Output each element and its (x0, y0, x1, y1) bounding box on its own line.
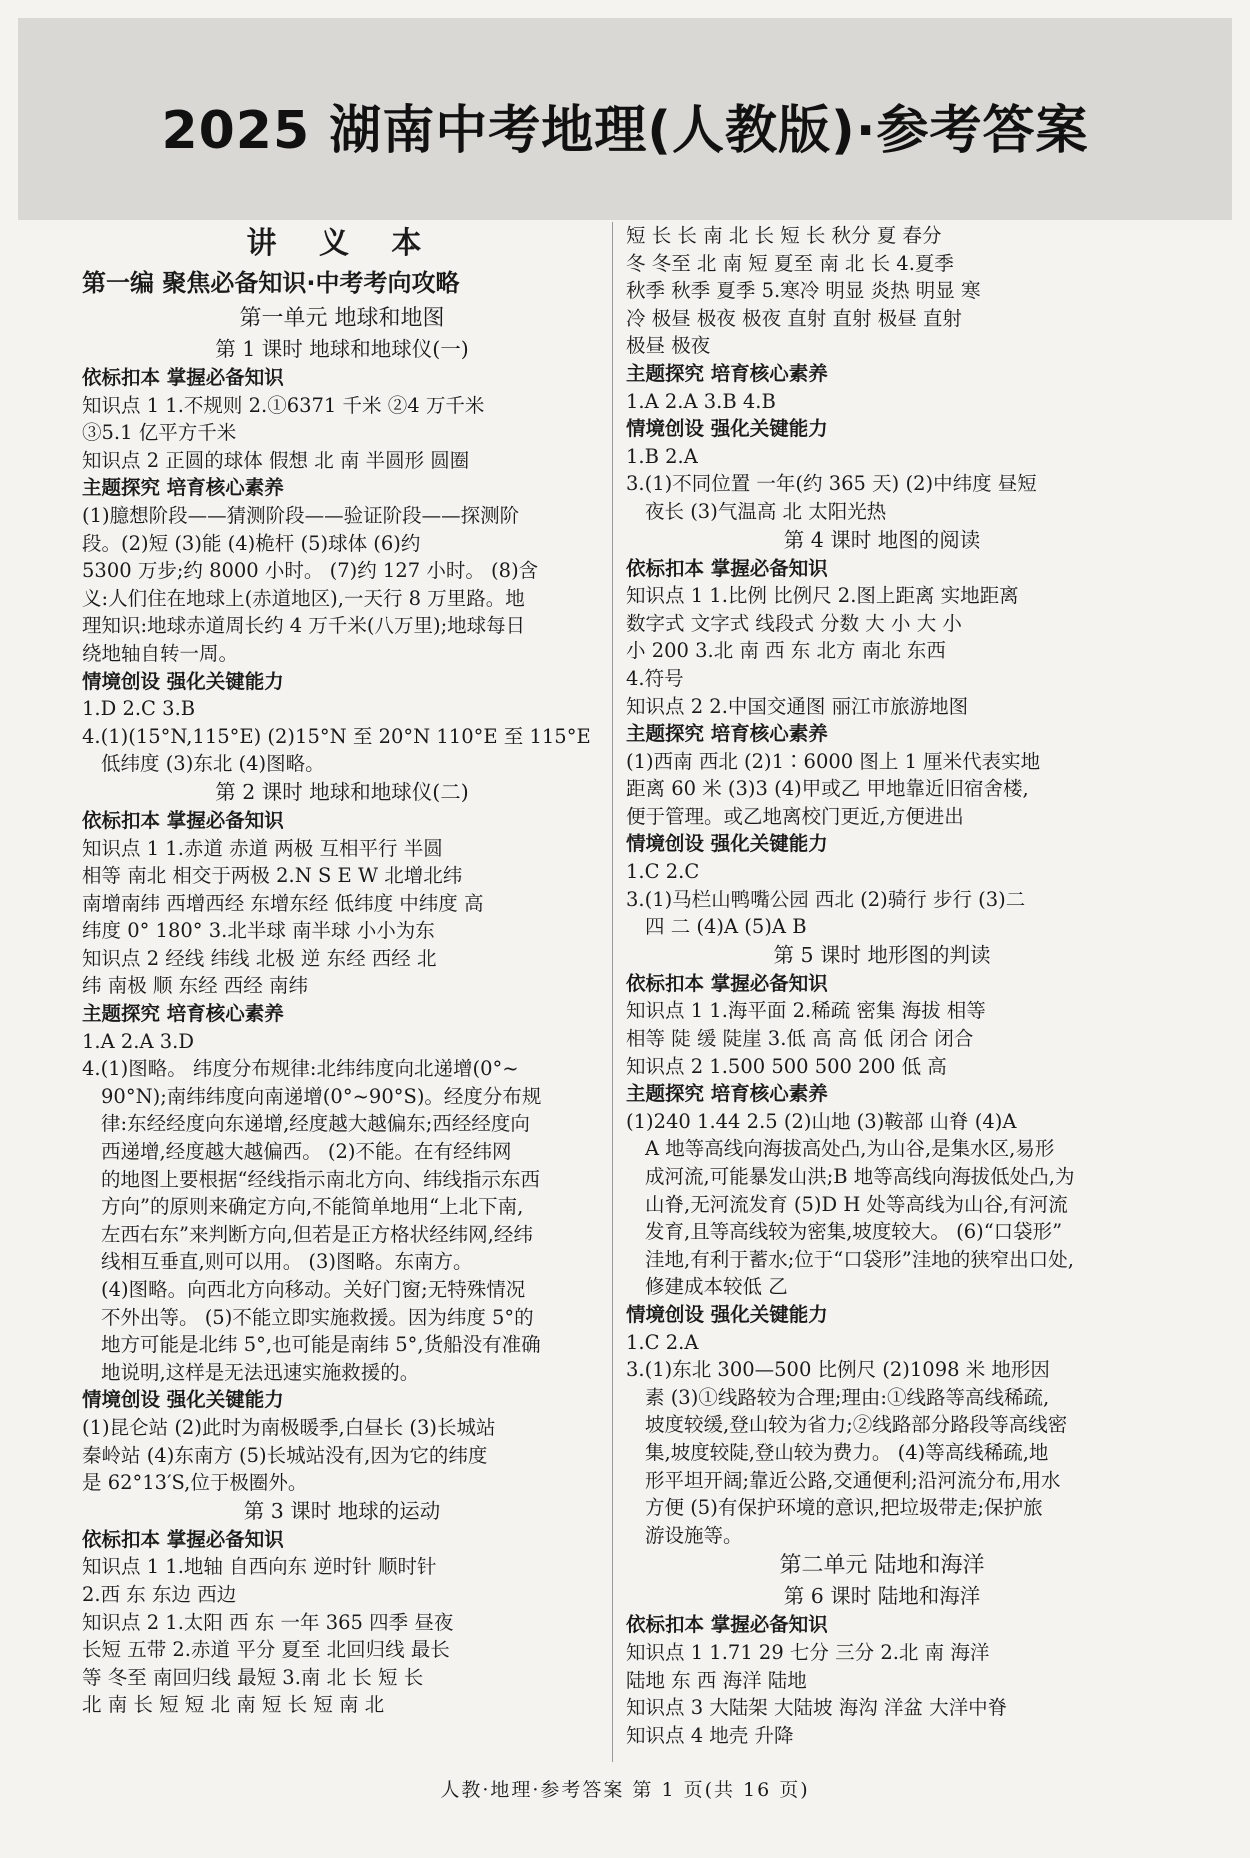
unit-heading: 第一单元 地球和地图 (239, 306, 445, 331)
section-heading: 依标扣本 掌握必备知识 (626, 971, 828, 995)
section-heading: 主题探究 培育核心素养 (626, 722, 828, 746)
text-line: 知识点 2 1.500 500 500 200 低 高 (626, 1054, 947, 1078)
text-line: 知识点 3 大陆架 大陆坡 海沟 洋盆 大洋中脊 (626, 1696, 1008, 1720)
section-heading: 情境创设 强化关键能力 (626, 417, 828, 441)
text-line: 形平坦开阔;靠近公路,交通便利;沿河流分布,用水 (645, 1468, 1061, 1492)
text-line: 冷 极昼 极夜 极夜 直射 直射 极昼 直射 (626, 306, 962, 330)
text-line: 1.C 2.A (626, 1330, 699, 1354)
section-heading: 主题探究 培育核心素养 (82, 1002, 284, 1026)
text-line: 方便 (5)有保护环境的意识,把垃圾带走;保护旅 (645, 1496, 1043, 1520)
text-line: 地说明,这样是无法迅速实施救援的。 (101, 1360, 420, 1384)
section-heading: 情境创设 强化关键能力 (626, 1302, 828, 1326)
text-line: (4)图略。向西北方向移动。关好门窗;无特殊情况 (101, 1278, 526, 1301)
text-line: 发育,且等高线较为密集,坡度较大。 (6)“口袋形” (645, 1220, 1063, 1244)
text-line: 数字式 文字式 线段式 分数 大 小 大 小 (626, 611, 962, 635)
text-line: 山脊,无河流发育 (5)D H 处等高线为山谷,有河流 (645, 1192, 1068, 1216)
book-heading: 讲 义 本 (246, 226, 438, 261)
text-line: 1.D 2.C 3.B (82, 697, 196, 721)
text-line: (1)臆想阶段——猜测阶段——验证阶段——探测阶 (82, 503, 520, 527)
text-line: 3.(1)马栏山鸭嘴公园 西北 (2)骑行 步行 (3)二 (626, 887, 1026, 911)
section-heading: 依标扣本 掌握必备知识 (82, 1527, 284, 1551)
text-line: 5300 万步;约 8000 小时。 (7)约 127 小时。 (8)含 (82, 559, 539, 583)
column-divider (612, 222, 613, 1762)
text-line: 4.(1)图略。 纬度分布规律:北纬纬度向北递增(0°~ (82, 1057, 519, 1081)
section-heading: 依标扣本 掌握必备知识 (626, 556, 828, 580)
text-line: 素 (3)①线路较为合理;理由:①线路等高线稀疏, (645, 1385, 1050, 1409)
section-heading: 情境创设 强化关键能力 (82, 1388, 284, 1412)
text-line: 知识点 1 1.比例 比例尺 2.图上距离 实地距离 (626, 584, 1019, 608)
right-column (626, 222, 1138, 1749)
text-line: 段。(2)短 (3)能 (4)桅杆 (5)球体 (6)约 (82, 531, 421, 555)
section-heading: 情境创设 强化关键能力 (82, 669, 284, 693)
page-title: 2025 湖南中考地理(人教版)·参考答案 (161, 101, 1089, 161)
text-line: 知识点 2 2.中国交通图 丽江市旅游地图 (626, 694, 969, 718)
unit-heading: 第二单元 陆地和海洋 (779, 1553, 985, 1579)
text-line: 知识点 2 正圆的球体 假想 北 南 半圆形 圆圈 (82, 448, 470, 472)
section-heading: 主题探究 培育核心素养 (82, 476, 284, 500)
text-line: 1.A 2.A 3.B 4.B (626, 389, 776, 413)
section-heading: 依标扣本 掌握必备知识 (82, 366, 284, 389)
text-line: 坡度较缓,登山较为省力;②线路部分路段等高线密 (645, 1413, 1068, 1437)
text-line: 知识点 1 1.地轴 自西向东 逆时针 顺时针 (82, 1555, 437, 1579)
lesson-heading: 第 3 课时 地球的运动 (243, 1498, 441, 1523)
section-heading: 依标扣本 掌握必备知识 (82, 808, 284, 832)
text-line: 线相互垂直,则可以用。 (3)图略。东南方。 (101, 1250, 473, 1274)
text-line: 秦岭站 (4)东南方 (5)长城站没有,因为它的纬度 (82, 1443, 488, 1467)
text-line: 1.A 2.A 3.D (82, 1029, 195, 1053)
text-line: 集,坡度较陡,登山较为费力。 (4)等高线稀疏,地 (645, 1440, 1049, 1464)
text-line: 90°N);南纬纬度向南递增(0°~90°S)。经度分布规 (101, 1084, 542, 1108)
text-line: 是 62°13′S,位于极圈外。 (82, 1471, 308, 1495)
text-line: 律:东经经度向东递增,经度越大越偏东;西经经度向 (101, 1112, 530, 1136)
text-line: 左西右东”来判断方向,但若是正方格状经纬网,经纬 (101, 1222, 533, 1246)
text-line: A 地等高线向海拔高处凸,为山谷,是集水区,易形 (645, 1137, 1055, 1161)
text-line: 纬 南极 顺 东经 西经 南纬 (82, 974, 308, 998)
text-line: 知识点 1 1.71 29 七分 三分 2.北 南 海洋 (626, 1640, 990, 1664)
text-line: 小 200 3.北 南 西 东 北方 南北 东西 (626, 639, 946, 663)
text-line: 知识点 1 1.海平面 2.稀疏 密集 海拔 相等 (626, 999, 986, 1023)
text-line: 四 二 (4)A (5)A B (645, 915, 807, 939)
text-line: 夜长 (3)气温高 北 太阳光热 (645, 499, 887, 523)
text-line: 修建成本较低 乙 (645, 1275, 788, 1299)
text-line: 1.B 2.A (626, 444, 698, 468)
section-heading: 依标扣本 掌握必备知识 (626, 1613, 828, 1637)
lesson-heading: 第 4 课时 地图的阅读 (783, 527, 981, 552)
text-line: 地方可能是北纬 5°,也可能是南纬 5°,货船没有准确 (101, 1333, 541, 1357)
lesson-heading: 第 2 课时 地球和地球仪(二) (215, 779, 469, 804)
text-line: 西递增,经度越大越偏西。 (2)不能。在有经纬网 (101, 1140, 512, 1164)
text-line: 义:人们住在地球上(赤道地区),一天行 8 万里路。地 (82, 586, 525, 610)
text-line: 成河流,可能暴发山洪;B 地等高线向海拔低处凸,为 (645, 1165, 1075, 1188)
text-line: 3.(1)不同位置 一年(约 365 天) (2)中纬度 昼短 (626, 472, 1037, 496)
text-line: (1)西南 西北 (2)1∶6000 图上 1 厘米代表实地 (626, 749, 1041, 773)
text-line: 短 长 长 南 北 长 短 长 秋分 夏 春分 (626, 224, 942, 247)
text-line: 等 冬至 南回归线 最短 3.南 北 长 短 长 (82, 1665, 424, 1689)
text-line: 方向”的原则来确定方向,不能简单地用“上北下南, (101, 1195, 524, 1219)
text-line: 距离 60 米 (3)3 (4)甲或乙 甲地靠近旧宿舍楼, (626, 777, 1029, 801)
lesson-heading: 第 5 课时 地形图的判读 (773, 942, 991, 967)
left-column (82, 222, 602, 1719)
text-line: 知识点 4 地壳 升降 (626, 1723, 794, 1747)
text-line: 4.(1)(15°N,115°E) (2)15°N 至 20°N 110°E 至 115°E (82, 724, 591, 748)
text-line: 秋季 秋季 夏季 5.寒冷 明显 炎热 明显 寒 (626, 279, 981, 303)
text-line: 2.西 东 东边 西边 (82, 1582, 237, 1606)
text-line: 相等 南北 相交于两极 2.N S E W 北增北纬 (82, 864, 463, 888)
text-line: 陆地 东 西 海洋 陆地 (626, 1668, 807, 1692)
text-line: 1.C 2.C (626, 860, 700, 884)
text-line: 便于管理。或乙地离校门更近,方便进出 (626, 804, 964, 828)
page-footer: 人教·地理·参考答案 第 1 页(共 16 页) (440, 1779, 810, 1801)
lesson-heading: 第 6 课时 陆地和海洋 (783, 1584, 981, 1609)
text-line: 知识点 1 1.不规则 2.①6371 千米 ②4 万千米 (82, 393, 485, 417)
title-banner (18, 18, 1232, 220)
text-line: 长短 五带 2.赤道 平分 夏至 北回归线 最长 (82, 1638, 450, 1662)
text-line: 3.(1)东北 300—500 比例尺 (2)1098 米 地形因 (626, 1358, 1050, 1382)
text-line: 知识点 2 经线 纬线 北极 逆 东经 西经 北 (82, 946, 437, 970)
text-line: (1)240 1.44 2.5 (2)山地 (3)鞍部 山脊 (4)A (626, 1109, 1017, 1133)
lesson-heading: 第 1 课时 地球和地球仪(一) (215, 337, 469, 361)
section-heading: 主题探究 培育核心素养 (626, 361, 828, 385)
text-line: 游设施等。 (645, 1523, 743, 1547)
text-line: 相等 陡 缓 陡崖 3.低 高 高 低 闭合 闭合 (626, 1027, 974, 1051)
text-line: 冬 冬至 北 南 短 夏至 南 北 长 4.夏季 (626, 251, 954, 275)
text-line: 北 南 长 短 短 北 南 短 长 短 南 北 (82, 1693, 385, 1717)
text-line: (1)昆仑站 (2)此时为南极暖季,白昼长 (3)长城站 (82, 1415, 496, 1439)
text-line: 理知识:地球赤道周长约 4 万千米(八万里);地球每日 (82, 614, 526, 638)
text-line: 知识点 2 1.太阳 西 东 一年 365 四季 昼夜 (82, 1610, 454, 1634)
text-line: 4.符号 (626, 666, 684, 690)
text-line: 的地图上要根据“经线指示南北方向、纬线指示东西 (101, 1167, 540, 1191)
text-line: ③5.1 亿平方千米 (82, 421, 237, 445)
text-line: 洼地,有利于蓄水;位于“口袋形”洼地的狭窄出口处, (645, 1247, 1074, 1271)
part-heading: 第一编 聚焦必备知识·中考考向攻略 (82, 269, 460, 297)
text-line: 南增南纬 西增西经 东增东经 低纬度 中纬度 高 (82, 891, 484, 915)
text-line: 纬度 0° 180° 3.北半球 南半球 小小为东 (82, 919, 435, 943)
text-line: 不外出等。 (5)不能立即实施救援。因为纬度 5°的 (101, 1305, 534, 1329)
text-line: 知识点 1 1.赤道 赤道 两极 互相平行 半圆 (82, 836, 443, 860)
text-line: 极昼 极夜 (626, 334, 711, 358)
text-line: 低纬度 (3)东北 (4)图略。 (101, 752, 325, 776)
section-heading: 情境创设 强化关键能力 (626, 832, 828, 856)
text-line: 绕地轴自转一周。 (82, 641, 239, 665)
section-heading: 主题探究 培育核心素养 (626, 1082, 828, 1106)
